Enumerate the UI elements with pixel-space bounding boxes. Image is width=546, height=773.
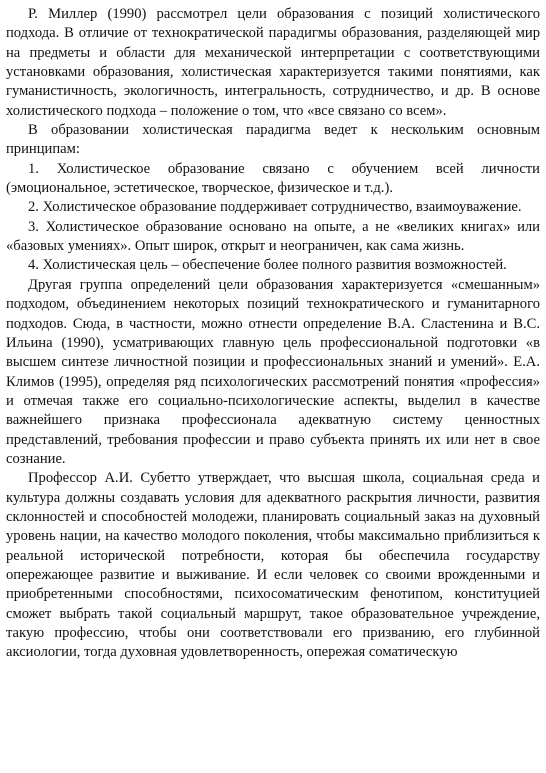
paragraph-subetto: Профессор А.И. Субетто утверждает, что высшая школа, социальная среда и культура должны создавать условия для адекватного раскрытия личности, развития склонностей и способностей молодежи, планировать социальный заказ на духовный уровень нации, на качество молодого поколения, чтобы максимально приблизиться к реальной исторической потребности, которая бы обеспечила государству опережающее развитие и выживание. И если человек со своими врожденными и приобретенными способностями, психосоматическим фенотипом, конституцией сможет выбрать такой социальный маршрут, такое образовательное учреждение, такую профессию, чтобы они соответствовали его призванию, его глубинной аксиологии, тогда духовная удовлетворенность, опережая соматическую (6, 470, 540, 661)
paragraph-holistic-principles-intro: В образовании холистическая парадигма ведет к нескольким основным принципам: (6, 122, 540, 158)
list-item-principle-3: 3. Холистическое образование основано на опыте, а не «великих книгах» или «базовых умениях». Опыт широк, открыт и неограничен, как сама жизнь. (6, 218, 540, 255)
list-item-principle-1: 1. Холистическое образование связано с обучением всей личности (эмоциональное, эстетическое, творческое, физическое и т.д.). (6, 160, 540, 197)
paragraph-mixed-approach: Другая группа определений цели образования характеризуется «смешанным» подходом, объединением некоторых позиций технократического и гуманитарного подходов. Сюда, в частности, можно отнести определение В.А. Сластенина и В.С. Ильина (1990), усматривающих главную цель профессиональной подготовки «в высшем синтезе личностной позиции и профессиональных знаний и умений». Е.А. Климов (1995), определяя ряд психологических рассмотрений понятия «профессия» и отмечая также его социально-психологические аспекты, выделил в качестве важнейшего признака профессионала адекватную систему ценностных представлений, требования профессии и право субъекта принять их или нет в свое сознание. (6, 276, 540, 467)
list-item-principle-4: 4. Холистическая цель – обеспечение более полного развития возможностей. (28, 257, 507, 274)
list-item-principle-2: 2. Холистическое образование поддерживает сотрудничество, взаимоуважение. (28, 199, 522, 216)
paragraph-miller-holistic: Р. Миллер (1990) рассмотрел цели образования с позиций холистического подхода. В отличие от технократической парадигмы образования, разделяющей мир на предметы и области для механической интерпретации с соответствующими установками образования, холистическая характеризуется такими понятиями, как гуманистичность, экологичность, интегральность, сотрудничество, и др. В основе холистического подхода – положение о том, что «все связано со всем». (6, 6, 540, 119)
